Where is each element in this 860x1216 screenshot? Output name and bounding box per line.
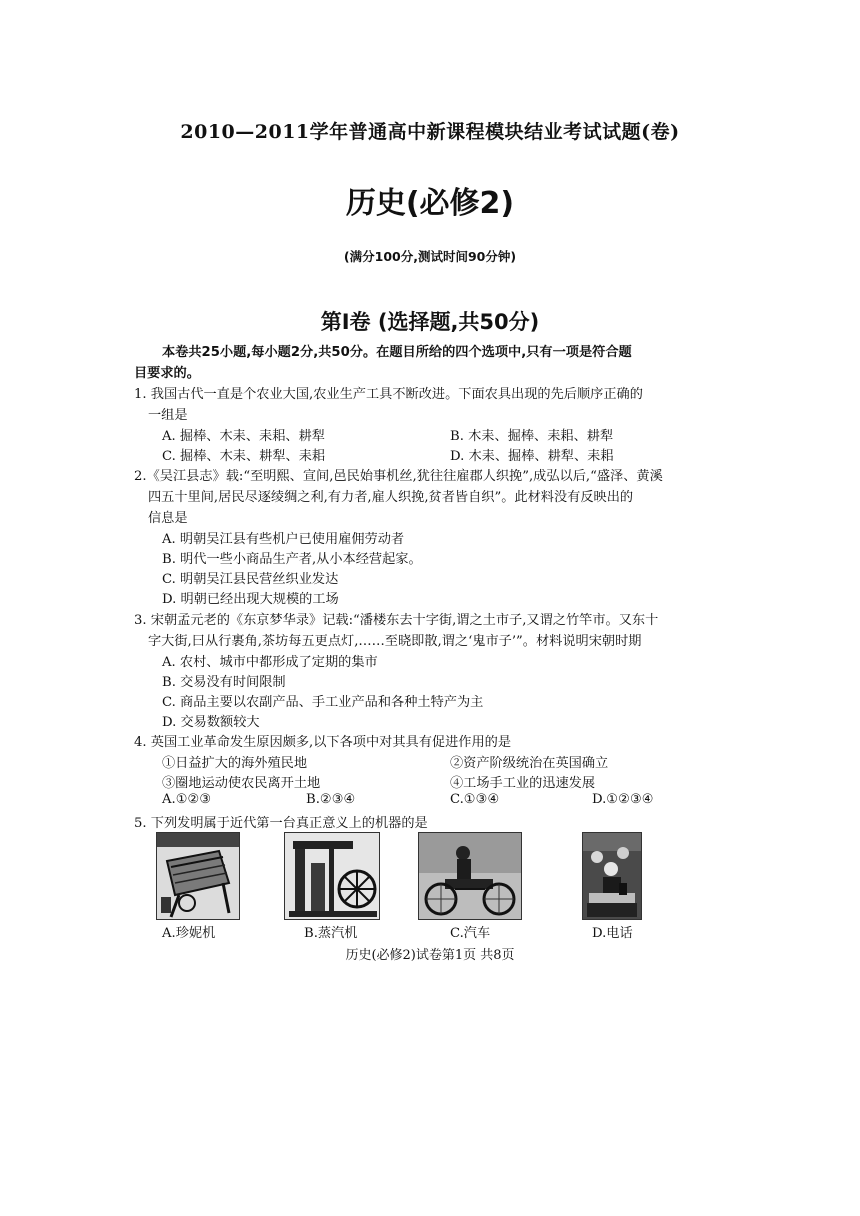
q4-option-d: D.①②③④	[592, 792, 654, 807]
q4-option-b: B.②③④	[306, 792, 356, 807]
q1-option-a: A. 掘棒、木耒、耒耜、耕犁	[162, 429, 325, 444]
subject-title: 历史(必修2)	[345, 186, 515, 221]
q2-stem-line-3: 信息是	[148, 511, 188, 526]
instructions-line-2: 目要求的。	[134, 366, 200, 381]
q5-option-a: A.珍妮机	[162, 926, 216, 941]
q1-stem-line-2: 一组是	[148, 408, 188, 423]
q2-option-b: B. 明代一些小商品生产者,从小本经营起家。	[162, 552, 422, 567]
q5-option-b: B.蒸汽机	[304, 926, 358, 941]
q4-item-3: ③圈地运动使农民离开土地	[162, 776, 321, 791]
q4-stem: 4. 英国工业革命发生原因颇多,以下各项中对其具有促进作用的是	[134, 735, 512, 750]
q1-option-d: D. 木耒、掘棒、耕犁、耒耜	[450, 449, 614, 464]
q5-option-d: D.电话	[592, 926, 633, 941]
q2-option-a: A. 明朝吴江县有些机户已使用雇佣劳动者	[162, 532, 405, 547]
telephone-photo	[582, 832, 642, 920]
instructions-line-1: 本卷共25小题,每小题2分,共50分。在题目所给的四个选项中,只有一项是符合题	[162, 345, 632, 360]
q2-option-d: D. 明朝已经出现大规模的工场	[162, 592, 339, 607]
q1-option-b: B. 木耒、掘棒、耒耜、耕犁	[450, 429, 614, 444]
q5-option-c: C.汽车	[450, 926, 491, 941]
spinning-jenny-photo	[156, 832, 240, 920]
q4-item-1: ①日益扩大的海外殖民地	[162, 756, 308, 771]
q4-option-c: C.①③④	[450, 792, 500, 807]
q3-stem-line-2: 字大街,曰从行裹角,茶坊每五更点灯,……至晓即散,谓之‘鬼市子’”。材料说明宋朝时期	[148, 634, 642, 649]
automobile-photo	[418, 832, 522, 920]
q4-item-4: ④工场手工业的迅速发展	[450, 776, 596, 791]
q2-option-c: C. 明朝吴江县民营丝织业发达	[162, 572, 339, 587]
q3-stem-line-1: 3. 宋朝孟元老的《东京梦华录》记载:“潘楼东去十字街,谓之土市子,又谓之竹竿市。又东十	[134, 613, 659, 628]
q1-option-c: C. 掘棒、木耒、耕犁、耒耜	[162, 449, 326, 464]
q2-stem-line-2: 四五十里间,居民尽逐绫绸之利,有力者,雇人织挽,贫者皆自织”。此材料没有反映出的	[148, 490, 634, 505]
q3-option-d: D. 交易数额较大	[162, 715, 260, 730]
exam-title: 2010—2011学年普通高中新课程模块结业考试试题(卷)	[180, 121, 680, 143]
q4-option-a: A.①②③	[162, 792, 212, 807]
page-footer: 历史(必修2)试卷第1页 共8页	[345, 948, 515, 963]
score-note: (满分100分,测试时间90分钟)	[343, 249, 517, 264]
q3-option-c: C. 商品主要以农副产品、手工业产品和各种土特产为主	[162, 695, 484, 710]
q3-option-b: B. 交易没有时间限制	[162, 675, 286, 690]
q4-item-2: ②资产阶级统治在英国确立	[450, 756, 609, 771]
q1-stem-line-1: 1. 我国古代一直是个农业大国,农业生产工具不断改进。下面农具出现的先后顺序正确的	[134, 387, 643, 402]
q3-option-a: A. 农村、城市中都形成了定期的集市	[162, 655, 378, 670]
steam-engine-photo	[284, 832, 380, 920]
q2-stem-line-1: 2.《吴江县志》载:“至明熙、宣间,邑民始事机丝,犹往往雇郡人织挽”,成弘以后,“盛泽、黄溪	[134, 469, 663, 484]
q5-stem: 5. 下列发明属于近代第一台真正意义上的机器的是	[134, 816, 428, 831]
section-title: 第Ⅰ卷 (选择题,共50分)	[320, 310, 540, 334]
